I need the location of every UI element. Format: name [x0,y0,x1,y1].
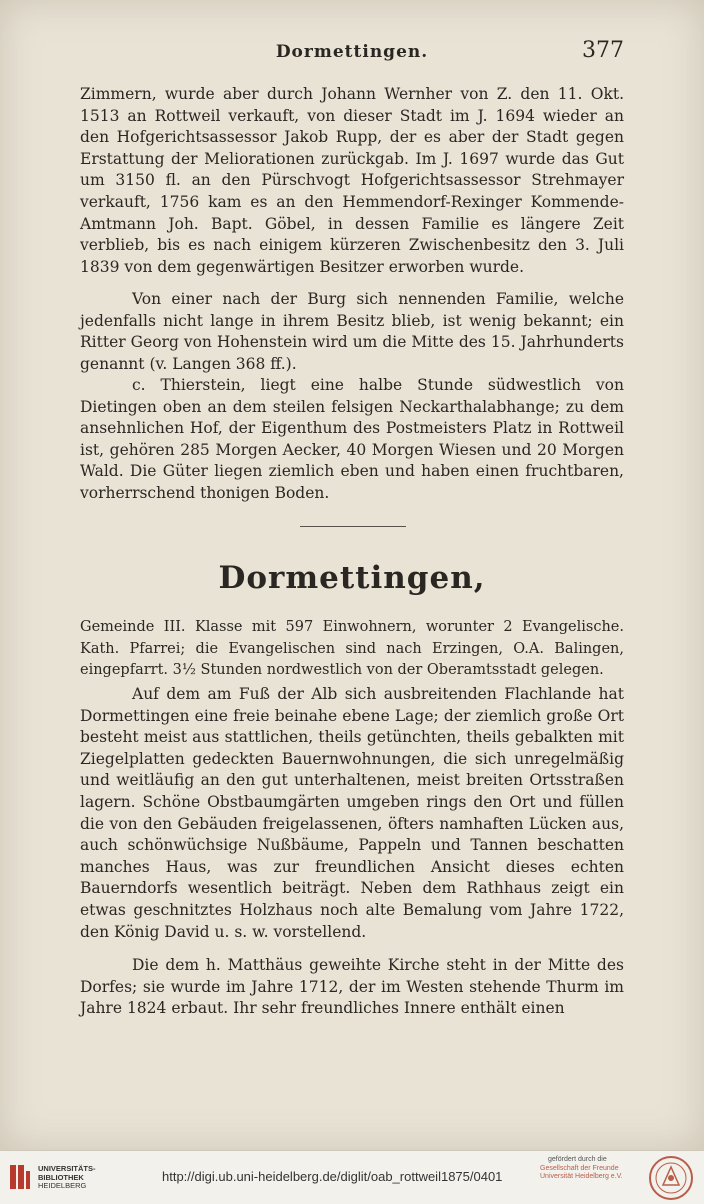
paragraph-village-description: Auf dem am Fuß der Alb sich ausbreitenden Flachlande hat Dormettingen eine freie beinahe ebene Lage; der ziemlich große Ort besteht meist aus stattlichen, theils getünchten, theils gebalkten mit Ziegelplatten gedeckten Bauernwohnungen, die sich unregelmäßig und weitläufig an den gut unterhaltenen, meist breiten Ortsstraßen lagern. Schöne Obstbaumgärten umgeben rings den Ort und füllen die von den Gebäuden freigelassenen, öfters namhaften Lücken aus, auch schönwüchsige Nußbäume, Pappeln und Tannen beschatten manches Haus, was zur freundlichen Ansicht dieses echten Bauerndorfs wesentlich beiträgt. Neben dem Rathhaus zeigt ein etwas geschnitztes Holzhaus noch alte Bemalung vom Jahre 1722, den König David u. s. w. vorstellend. [80,685,624,941]
paragraph-hohenstein-family: Von einer nach der Burg sich nennenden Familie, welche jedenfalls nicht lange in ihrem Besitz blieb, ist wenig bekannt; ein Ritter Georg von Hohenstein wird um die Mitte des 15. Jahrhunderts genannt (v. Langen 368 ff.). [80,290,624,373]
paragraph-zimmern: Zimmern, wurde aber durch Johann Wernher von Z. den 11. Okt. 1513 an Rottweil verkauft, von dieser Stadt im J. 1694 wieder an den Hofgerichtsassessor Jakob Rupp, der es aber der Stadt gegen Erstattung der Meliorationen zurückgab. Im J. 1697 wurde das Gut um 3150 fl. an den Pürschvogt Hofgerichtsassessor Strehmayer verkauft, 1756 kam es an den Hemmendorf-Rexinger Kommende-Amtmann Joh. Bapt. Göbel, in dessen Familie es längere Zeit verblieb, bis es nach einigem kürzeren Zwischenbesitz den 3. Juli 1839 von dem gegenwärtigen Besitzer erworben wurde. [80,85,624,276]
paragraph-thierstein: c. Thierstein, liegt eine halbe Stunde südwestlich von Dietingen oben an dem steilen felsigen Neckarthalabhange; zu dem ansehnlichen Hof, der Eigenthum des Postmeisters Platz in Rottweil ist, gehören 285 Morgen Aecker, 40 Morgen Wiesen und 20 Morgen Wald. Die Güter liegen ziemlich eben und haben einen fruchtbaren, vorherrschend thonigen Boden. [80,376,624,502]
library-name [38,1165,96,1191]
university-seal-icon [648,1155,694,1201]
paragraph-church: Die dem h. Matthäus geweihte Kirche steht in der Mitte des Dorfes; sie wurde im Jahre 1712, der im Westen stehende Thurm im Jahre 1824 erbaut. Ihr sehr freundliches Innere enthält einen [80,956,624,1018]
library-name-line1: UNIVERSITÄTS- [38,1164,96,1173]
library-name-line3: HEIDELBERG [38,1181,87,1190]
footer-bar [0,1150,704,1204]
section-title: Dormettingen, [218,560,486,596]
sponsor-text [540,1156,623,1182]
sponsor-line2: Gesellschaft der Freunde [540,1164,619,1172]
page-number: 377 [582,38,624,63]
page-header [80,38,624,68]
sponsor-line3: Universität Heidelberg e.V. [540,1173,623,1180]
sponsor-line1: gefördert durch die [548,1156,607,1163]
library-name-line2: BIBLIOTHEK [38,1172,84,1182]
library-logo-icon [8,1163,32,1191]
section-summary: Gemeinde III. Klasse mit 597 Einwohnern, worunter 2 Evangelische. Kath. Pfarrei; die Evangelischen sind nach Erzingen, O.A. Balingen, eingepfarrt. 3½ Stunden nordwestlich von der Oberamtsstadt gelegen. [80,619,624,679]
permalink-url[interactable]: http://digi.ub.uni-heidelberg.de/diglit/oab_rottweil1875/0401 [162,1169,503,1184]
running-title: Dormettingen. [275,42,429,62]
section-divider [300,526,406,527]
